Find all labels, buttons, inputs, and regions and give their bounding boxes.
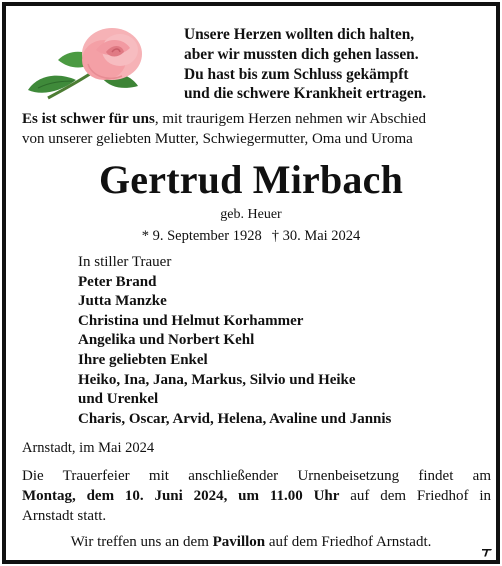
meeting-place: Pavillon [212, 534, 266, 550]
poem-line: und die schwere Krankheit ertragen. [184, 85, 427, 103]
meeting-point [6, 533, 496, 552]
mourner-name: Charis, Oscar, Arvid, Helena, Avaline und Jannis [78, 410, 392, 427]
service-line-2 [22, 487, 491, 507]
service-datetime: Montag, dem 10. Juni 2024, um 11.00 Uhr [22, 487, 340, 504]
service-location: auf dem Friedhof in [339, 487, 491, 504]
mourner-name: Ihre geliebten Enkel [78, 351, 208, 368]
poem-line: Unsere Herzen wollten dich halten, [184, 26, 415, 43]
mourner-name: Jutta Manzke [78, 293, 167, 310]
mourner-name: Angelika und Norbert Kehl [78, 332, 255, 349]
mourner-name: Peter Brand [78, 273, 157, 290]
birth-name: geb. Heuer [220, 207, 282, 222]
service-line-1: Die Trauerfeier mit anschließender Urnenbeisetzung findet am [22, 468, 491, 484]
intro-line-1 [22, 110, 484, 130]
meeting-after: auf dem Friedhof Arnstadt. [265, 534, 432, 550]
mourner-name: und Urenkel [78, 391, 159, 408]
funeral-service-info [22, 467, 491, 526]
mourners-list [78, 253, 391, 429]
place-date: Arnstadt, im Mai 2024 [22, 440, 155, 456]
intro-rest: , mit traurigem Herzen nehmen wir Abschied [154, 111, 426, 127]
mourner-name: Heiko, Ina, Jana, Markus, Silvio und Heike [78, 371, 356, 388]
death-date: † 30. Mai 2024 [271, 228, 361, 244]
rose-icon [18, 20, 150, 102]
service-line-3: Arnstadt statt. [22, 507, 107, 524]
newspaper-logo-icon [481, 547, 493, 557]
meeting-before: Wir treffen uns an dem [70, 534, 213, 550]
life-dates [6, 227, 496, 245]
mourners-intro: In stiller Trauer [78, 254, 172, 270]
intro-line-2: von unserer geliebten Mutter, Schwiegermutter, Oma und Uroma [22, 130, 413, 147]
birth-date: * 9. September 1928 [141, 228, 262, 244]
poem-line: Du hast bis zum Schluss gekämpft [184, 65, 409, 83]
obituary-frame [2, 2, 500, 564]
intro-bold: Es ist schwer für uns [22, 111, 155, 127]
deceased-name: Gertrud Mirbach [98, 157, 404, 202]
mourner-name: Christina und Helmut Korhammer [78, 312, 304, 329]
farewell-intro [22, 110, 484, 150]
poem [184, 25, 426, 104]
poem-line: aber wir mussten dich gehen lassen. [184, 45, 419, 63]
